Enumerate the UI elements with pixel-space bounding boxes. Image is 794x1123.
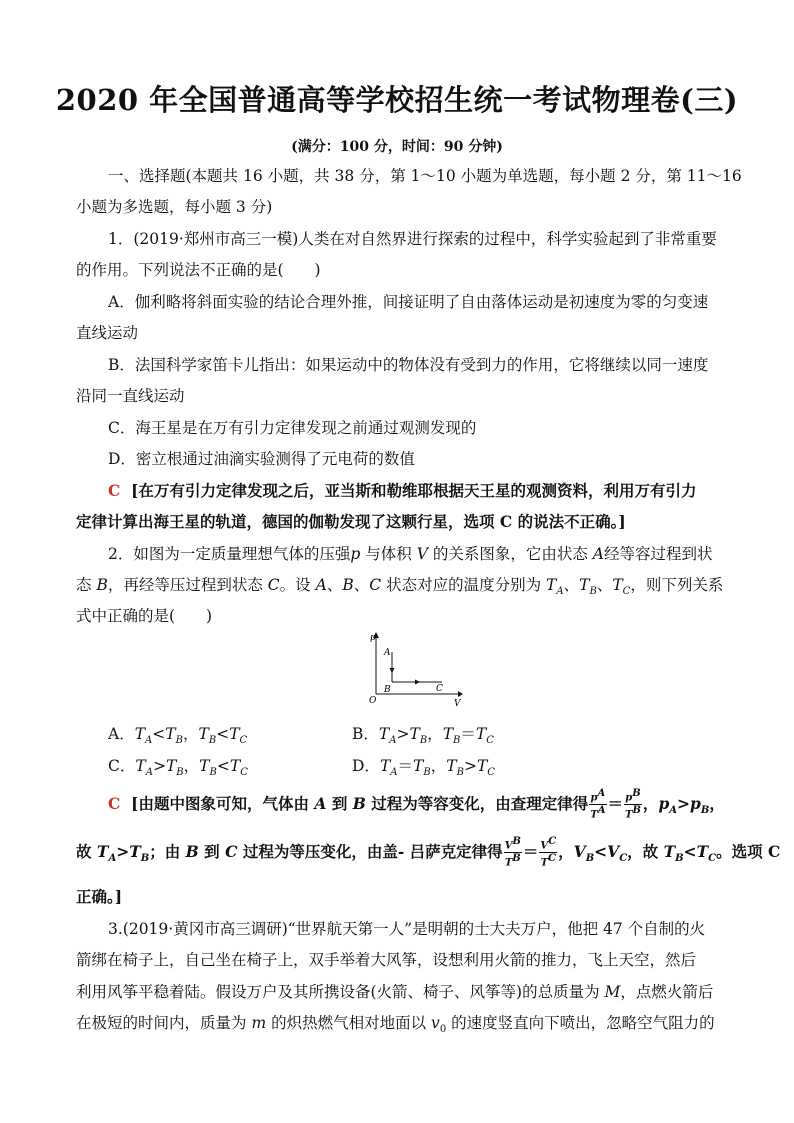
q1-stem-cont: 的作用。下列说法不正确的是( )	[76, 261, 321, 279]
gay-lussac-fraction-b: $\frac{V^B}{T^B}$	[504, 836, 521, 869]
charles-law-fraction-a: $\frac{p^A}{T^A}$	[590, 788, 606, 821]
q1-explanation: [在万有引力定律发现之后，亚当斯和勒维耶根据天王星的观测资料，利用万有引力	[131, 481, 697, 500]
q1-option-a-cont: 直线运动	[76, 324, 139, 342]
q1-option-a: A．伽利略将斜面实验的结论合理外推，间接证明了自由落体运动是初速度为零的匀变速	[108, 293, 709, 311]
q1-option-b-cont: 沿同一直线运动	[76, 387, 185, 405]
charles-law-fraction-b: $\frac{p^B}{T^B}$	[625, 788, 641, 821]
q2-stem-end: 式中正确的是( )	[76, 607, 213, 625]
q2-option-d: D．$T_A=T_B$，$T_B>T_C$	[352, 757, 495, 779]
q2-answer: C	[108, 793, 121, 813]
v-axis-label: V	[454, 699, 461, 709]
q2-explanation-end: 正确。]	[76, 887, 123, 906]
origin-label: O	[369, 696, 377, 706]
exam-meta: (满分：100 分，时间：90 分钟)	[291, 139, 503, 155]
page-title: 2020 年全国普通高等学校招生统一考试物理卷(三)	[55, 83, 739, 117]
state-a-label: A	[384, 648, 391, 658]
q2-stem: 2．如图为一定质量理想气体的压强p 与体积 V 的关系图象，它由状态 A经等容过程到状	[108, 545, 713, 563]
q2-option-b: B．$T_A>T_B$，$T_B=T_C$	[352, 725, 494, 747]
q3-stem-2: 箭绑在椅子上，自己坐在椅子上，双手举着大风筝，设想利用火箭的推力，飞上天空，然后	[76, 951, 697, 969]
section-heading: 一、选择题(本题共 16 小题，共 38 分，第 1～10 小题为单选题，每小题 2 分，第 11～16	[108, 167, 742, 185]
q3-stem-4: 在极短的时间内，质量为 m 的炽热燃气相对地面以 $v_0$ 的速度竖直向下喷出，忽略空气阻力的	[76, 1014, 715, 1036]
q1-option-c: C．海王星是在万有引力定律发现之前通过观测发现的	[108, 419, 477, 437]
q1-answer-line	[108, 481, 758, 501]
q3-stem: 3.(2019·黄冈市高三调研)“世界航天第一人”是明朝的士大夫万户，他把 47 个自制的火	[108, 920, 706, 938]
gay-lussac-fraction-c: $\frac{V^C}{T^C}$	[540, 836, 557, 869]
q2-answer-line: C [由题中图象可知，气体由 A 到 B 过程为等容变化，由查理定律得 $\frac{p^A}{T^A}$ ＝ $\frac{p^B}{T^B}$ ，$p_A>p_B$，	[108, 788, 725, 821]
down-arrow-icon	[390, 668, 395, 673]
state-b-label: B	[384, 685, 391, 695]
q2-option-c: C．$T_A>T_B$，$T_B<T_C$	[108, 757, 248, 779]
q3-stem-3: 利用风筝平稳着陆。假设万户及其所携设备(火箭、椅子、风筝等)的总质量为 M，点燃火箭后	[76, 983, 714, 1001]
v-axis-arrow-icon	[458, 691, 463, 697]
q1-option-d: D．密立根通过油滴实验测得了元电荷的数值	[108, 450, 415, 468]
q1-stem: 1．(2019·郑州市高三一模)人类在对自然界进行探索的过程中，科学实验起到了非常重要	[108, 230, 717, 248]
state-c-label: C	[436, 684, 443, 694]
right-arrow-icon	[415, 680, 420, 685]
q1-explanation-cont: 定律计算出海王星的轨道，德国的伽勒发现了这颗行星，选项 C 的说法不正确。]	[76, 512, 626, 531]
section-heading-cont: 小题为多选题，每小题 3 分)	[76, 198, 273, 216]
pv-graph	[364, 630, 464, 710]
p-axis-label: p	[370, 633, 376, 643]
q1-answer: C	[108, 481, 121, 500]
q1-option-b: B．法国科学家笛卡儿指出：如果运动中的物体没有受到力的作用，它将继续以同一速度	[108, 356, 709, 374]
q2-option-a: A．$T_A<T_B$，$T_B<T_C$	[108, 725, 248, 747]
q2-explanation-cont: 故 $T_A>T_B$；由 B 到 C 过程为等压变化，由盖- 吕萨克定律得 $\frac{V^B}{T^B}$ ＝ $\frac{V^C}{T^C}$ ，$V_B<V_C$，故 $T_B<T_C$。选项 C	[76, 836, 781, 869]
q2-stem-cont: 态 B，再经等压过程到状态 C。设 A、B、C 状态对应的温度分别为 $T_A$、$T_B$、$T_C$，则下列关系	[76, 576, 724, 598]
